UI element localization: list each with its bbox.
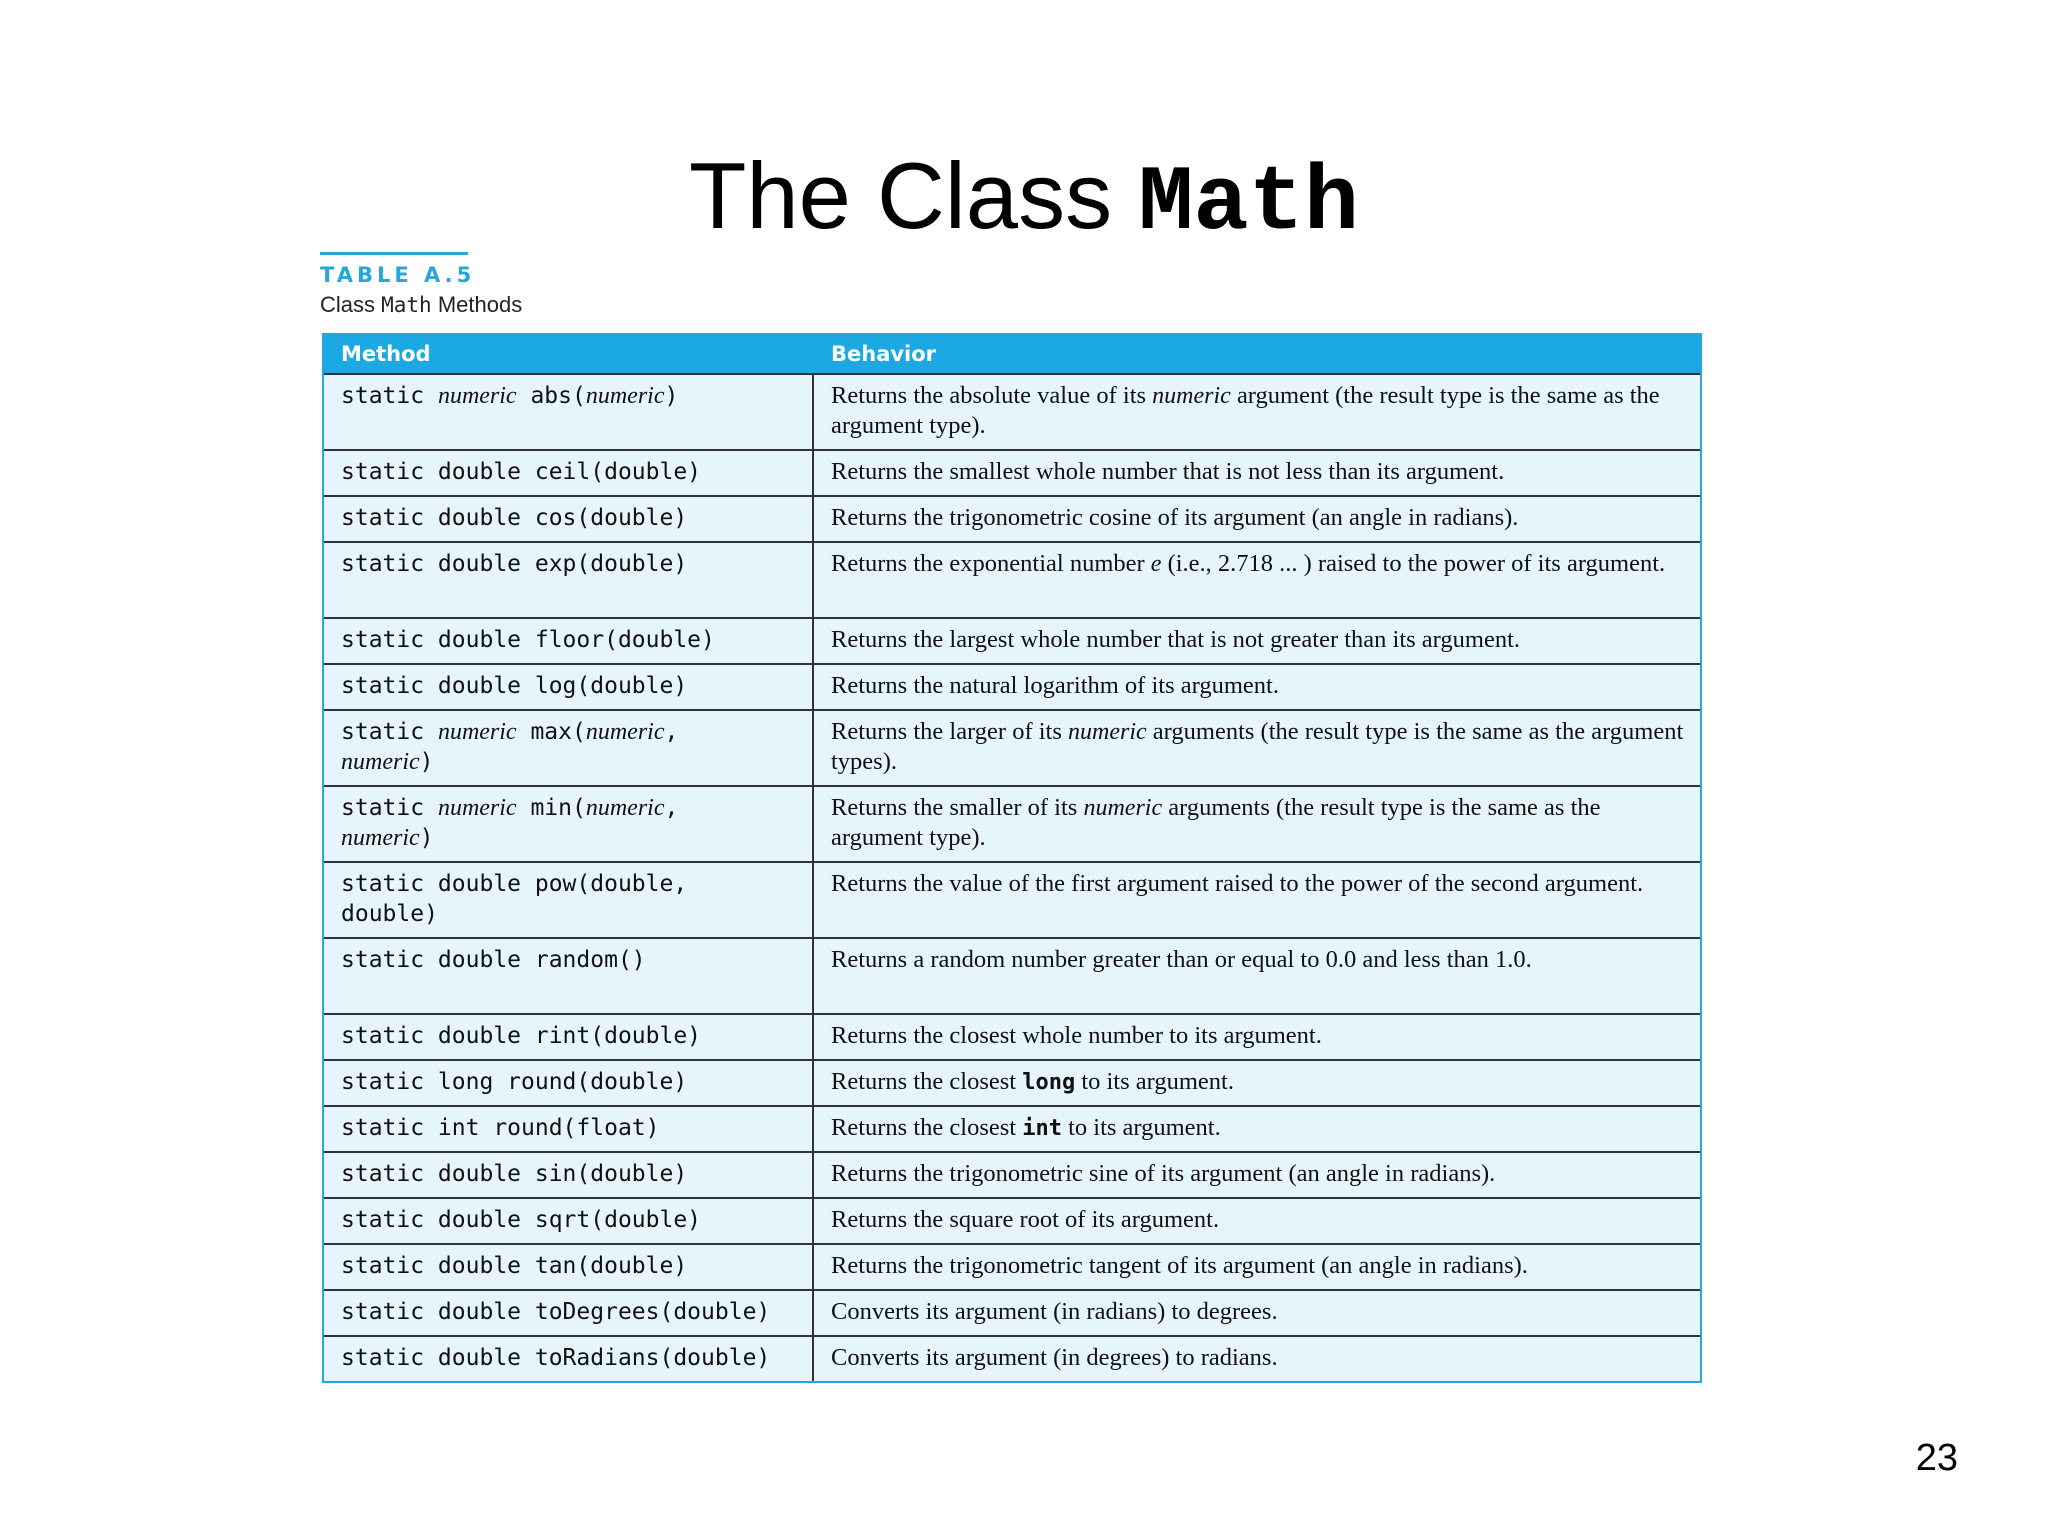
cell-text: arguments (the result type is the same as the argument types). xyxy=(831,718,1684,775)
behavior-cell xyxy=(814,375,1700,449)
behavior-cell xyxy=(814,787,1700,861)
cell-text: static long round(double) xyxy=(341,1069,688,1095)
cell-text: static double sqrt(double) xyxy=(341,1207,702,1233)
cell-text: Returns the closest xyxy=(831,1068,1023,1095)
cell-text: static double tan(double) xyxy=(341,1253,688,1279)
caption-sub-pre: Class xyxy=(320,292,382,317)
cell-text: numeric xyxy=(1083,795,1163,821)
caption-sub-code: Math xyxy=(381,293,432,317)
method-cell xyxy=(324,1245,814,1289)
table-row xyxy=(324,709,1700,785)
cell-text: max( xyxy=(516,719,586,745)
slide-title-text: The Class xyxy=(688,143,1139,248)
cell-text: abs( xyxy=(516,383,586,409)
table-caption-label: TABLE A.5 xyxy=(320,263,476,287)
cell-text: to its argument. xyxy=(1061,1114,1221,1141)
cell-text: (i.e., 2.718 ... ) raised to the power of its argument. xyxy=(1161,550,1666,577)
cell-text: static double random() xyxy=(341,947,646,973)
method-cell xyxy=(324,1199,814,1243)
slide-title xyxy=(0,140,2048,260)
cell-text: static double ceil(double) xyxy=(341,459,702,485)
behavior-cell xyxy=(814,1107,1700,1151)
behavior-cell xyxy=(814,1061,1700,1105)
table-row xyxy=(324,1013,1700,1059)
cell-text: numeric xyxy=(585,383,665,409)
cell-text: numeric xyxy=(437,383,517,409)
cell-text: ) xyxy=(419,825,434,851)
cell-text: Returns the absolute value of its xyxy=(831,382,1153,409)
table-row xyxy=(324,449,1700,495)
behavior-cell xyxy=(814,619,1700,663)
cell-text: argument (the result type is the same as the argument type). xyxy=(831,382,1660,439)
table-row xyxy=(324,373,1700,449)
table-row xyxy=(324,1243,1700,1289)
cell-text: Returns the smallest whole number that is not less than its argument. xyxy=(831,458,1505,485)
table-row xyxy=(324,1335,1700,1381)
cell-text: Converts its argument (in radians) to degrees. xyxy=(831,1298,1278,1325)
cell-text: numeric xyxy=(585,795,665,821)
cell-text: Returns the closest whole number to its argument. xyxy=(831,1022,1322,1049)
table-row xyxy=(324,1197,1700,1243)
cell-text: to its argument. xyxy=(1075,1068,1234,1095)
cell-text: numeric xyxy=(341,749,420,775)
behavior-cell xyxy=(814,665,1700,709)
method-cell xyxy=(324,787,814,861)
method-cell xyxy=(324,711,814,785)
cell-text: arguments (the result type is the same as the argument type). xyxy=(831,794,1601,851)
cell-text: Returns the exponential number xyxy=(831,550,1151,577)
table-caption-subtitle xyxy=(320,290,522,320)
cell-text: static double exp(double) xyxy=(341,551,688,577)
table-row xyxy=(324,785,1700,861)
column-header-behavior: Behavior xyxy=(831,342,937,366)
cell-text: Returns the value of the first argument raised to the power of the second argument. xyxy=(831,870,1644,897)
cell-text: , xyxy=(664,719,679,745)
cell-text: static double cos(double) xyxy=(341,505,688,531)
cell-text: min( xyxy=(516,795,586,821)
cell-text: Returns the trigonometric tangent of its argument (an angle in radians). xyxy=(831,1252,1528,1279)
cell-text: numeric xyxy=(1152,383,1231,409)
behavior-cell xyxy=(814,711,1700,785)
cell-text: static double toRadians(double) xyxy=(341,1345,771,1371)
cell-text: Returns the trigonometric sine of its argument (an angle in radians). xyxy=(831,1160,1496,1187)
page-number: 23 xyxy=(1915,1437,1958,1479)
method-cell xyxy=(324,665,814,709)
method-cell xyxy=(324,497,814,541)
table-row xyxy=(324,1151,1700,1197)
table-row xyxy=(324,541,1700,617)
cell-text: Returns the larger of its xyxy=(831,718,1069,745)
table-row xyxy=(324,1289,1700,1335)
method-cell xyxy=(324,1153,814,1197)
behavior-cell xyxy=(814,451,1700,495)
caption-sub-post: Methods xyxy=(431,292,523,317)
cell-text: ) xyxy=(664,383,679,409)
behavior-cell xyxy=(814,1015,1700,1059)
math-methods-table xyxy=(322,333,1702,1383)
cell-text: numeric xyxy=(1068,719,1147,745)
cell-text: Returns the square root of its argument. xyxy=(831,1206,1220,1233)
cell-text: numeric xyxy=(341,825,420,851)
slide-title-code: Math xyxy=(1138,151,1360,256)
method-cell xyxy=(324,1337,814,1381)
cell-text: Returns the trigonometric cosine of its argument (an angle in radians). xyxy=(831,504,1519,531)
cell-text: Returns the closest xyxy=(831,1114,1023,1141)
cell-text: Returns the smaller of its xyxy=(831,794,1084,821)
cell-text: ) xyxy=(419,749,434,775)
cell-text: long xyxy=(1022,1070,1076,1095)
behavior-cell xyxy=(814,1337,1700,1381)
cell-text: Returns a random number greater than or equal to 0.0 and less than 1.0. xyxy=(831,946,1532,973)
behavior-cell xyxy=(814,939,1700,1013)
method-cell xyxy=(324,543,814,617)
cell-text: int xyxy=(1022,1116,1062,1141)
behavior-cell xyxy=(814,497,1700,541)
method-cell xyxy=(324,863,814,937)
table-row xyxy=(324,1105,1700,1151)
cell-text: static double pow(double, double) xyxy=(341,871,688,927)
table-row xyxy=(324,617,1700,663)
method-cell xyxy=(324,375,814,449)
behavior-cell xyxy=(814,863,1700,937)
table-row xyxy=(324,861,1700,937)
cell-text: numeric xyxy=(437,719,517,745)
cell-text: static int round(float) xyxy=(341,1115,660,1141)
caption-rule xyxy=(320,252,468,255)
cell-text: e xyxy=(1150,551,1162,577)
cell-text: static xyxy=(341,383,438,409)
cell-text: static double sin(double) xyxy=(341,1161,688,1187)
cell-text: static xyxy=(341,795,438,821)
cell-text: Returns the natural logarithm of its argument. xyxy=(831,672,1279,699)
behavior-cell xyxy=(814,1153,1700,1197)
cell-text: static double toDegrees(double) xyxy=(341,1299,771,1325)
column-header-method: Method xyxy=(341,342,431,366)
cell-text: numeric xyxy=(585,719,665,745)
table-row xyxy=(324,937,1700,1013)
behavior-cell xyxy=(814,1199,1700,1243)
table-row xyxy=(324,495,1700,541)
method-cell xyxy=(324,1015,814,1059)
cell-text: Returns the largest whole number that is not greater than its argument. xyxy=(831,626,1521,653)
method-cell xyxy=(324,1061,814,1105)
cell-text: , xyxy=(664,795,679,821)
method-cell xyxy=(324,1291,814,1335)
cell-text: static double log(double) xyxy=(341,673,688,699)
table-row xyxy=(324,1059,1700,1105)
behavior-cell xyxy=(814,1245,1700,1289)
cell-text: numeric xyxy=(437,795,517,821)
cell-text: Converts its argument (in degrees) to radians. xyxy=(831,1344,1278,1371)
method-cell xyxy=(324,939,814,1013)
table-row xyxy=(324,663,1700,709)
table-body xyxy=(324,373,1700,1381)
behavior-cell xyxy=(814,1291,1700,1335)
method-cell xyxy=(324,451,814,495)
cell-text: static double floor(double) xyxy=(341,627,715,653)
method-cell xyxy=(324,1107,814,1151)
cell-text: static xyxy=(341,719,438,745)
method-cell xyxy=(324,619,814,663)
table-header-row xyxy=(324,335,1700,373)
cell-text: static double rint(double) xyxy=(341,1023,702,1049)
behavior-cell xyxy=(814,543,1700,617)
